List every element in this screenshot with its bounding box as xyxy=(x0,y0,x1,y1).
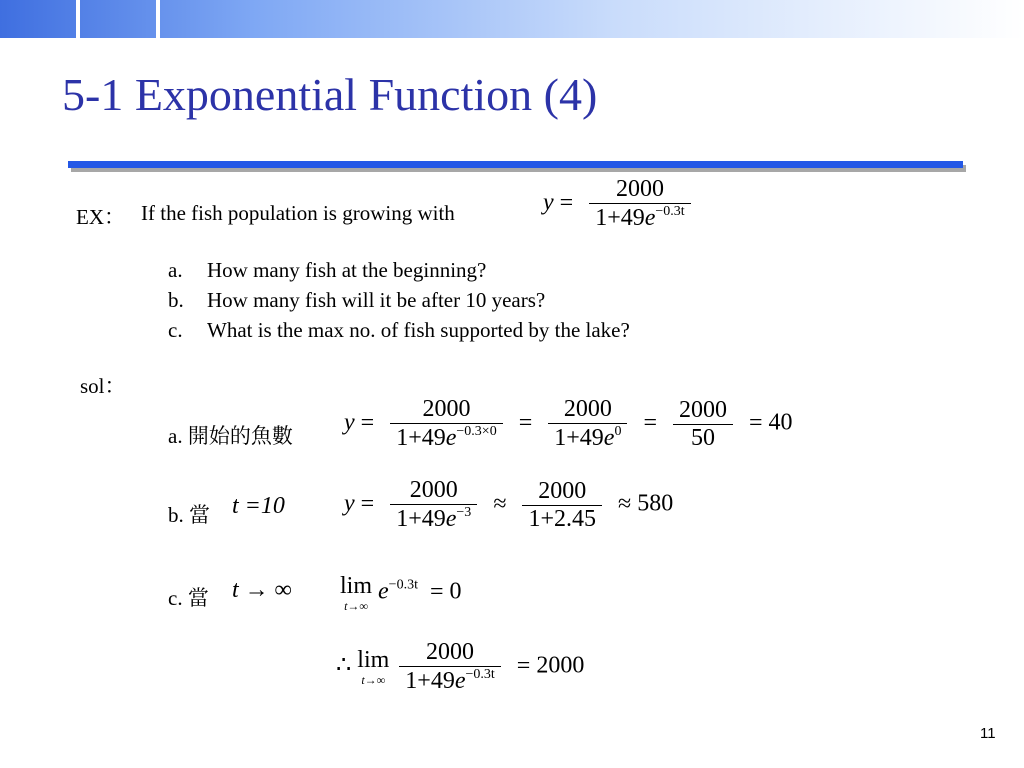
solution-c-condition: t → ∞ xyxy=(232,577,292,603)
top-decorative-bar xyxy=(0,0,1024,38)
fraction: $\frac{2000}{50}$ xyxy=(673,397,733,452)
example-equation: y = $\frac{2000}{1+49e^{-0.3t}}$ xyxy=(543,176,695,232)
solution-c-conclusion: ∴ lim t→∞ $\frac{2000}{1+49e^{-0.3t}}$ = 2000 xyxy=(336,639,585,694)
fraction: $\frac{2000}{1+2.45}$ xyxy=(522,478,602,533)
title-underline xyxy=(68,161,963,168)
question-a: How many fish at the beginning? xyxy=(207,258,487,282)
fraction: $\frac{2000}{1+49e^{-0.3t}}$ xyxy=(399,639,501,695)
example-text: If the fish population is growing with xyxy=(141,201,455,225)
top-bar-divider xyxy=(76,0,80,38)
page-number: 11 xyxy=(980,725,996,742)
limit-operator: lim t→∞ xyxy=(357,647,390,687)
solution-b-equation: y = $\frac{2000}{1+49e^{-3}}$ ≈ $\frac{2000}{1+2.45}$ ≈ 580 xyxy=(344,477,674,532)
solution-c-limit: lim t→∞ $e^{-0.3t} = 0$ xyxy=(340,573,462,613)
question-marker-b: b. xyxy=(168,288,184,312)
solution-b-result: 580 xyxy=(637,490,674,517)
solution-label: sol： xyxy=(80,374,126,398)
solution-c-result: 2000 xyxy=(536,652,585,679)
top-bar-divider xyxy=(156,0,160,38)
example-prefix: EX： xyxy=(76,205,125,229)
fraction: $\frac{2000}{1+49e^0}$ xyxy=(548,396,627,452)
fraction: $\frac{2000}{1+49e^{-0.3\times 0}}$ xyxy=(390,396,503,452)
therefore-symbol: ∴ xyxy=(336,652,352,679)
question-c: What is the max no. of fish supported by the lake? xyxy=(207,318,630,342)
question-marker-a: a. xyxy=(168,258,183,282)
eq-fraction: $\frac{2000}{1+49e^{-0.3t}}$ xyxy=(589,176,691,232)
question-b: How many fish will it be after 10 years? xyxy=(207,288,546,312)
fraction: $\frac{2000}{1+49e^{-3}}$ xyxy=(390,477,477,533)
solution-b-condition: t =10 xyxy=(232,493,285,519)
limit-operator: lim t→∞ xyxy=(340,573,373,613)
solution-a-label: a. 開始的魚數 xyxy=(168,424,293,448)
eq-lhs: y xyxy=(543,189,554,216)
solution-a-equation: y = $\frac{2000}{1+49e^{-0.3\times 0}}$ = $\frac{2000}{1+49e^0}$ = $\frac{2000}{50}$ = 40 xyxy=(344,396,793,451)
solution-a-result: 40 xyxy=(768,409,793,436)
slide-title: 5-1 Exponential Function (4) xyxy=(62,69,598,120)
solution-b-label: b. 當 xyxy=(168,503,210,527)
question-marker-c: c. xyxy=(168,318,183,342)
solution-c-label: c. 當 xyxy=(168,586,209,610)
